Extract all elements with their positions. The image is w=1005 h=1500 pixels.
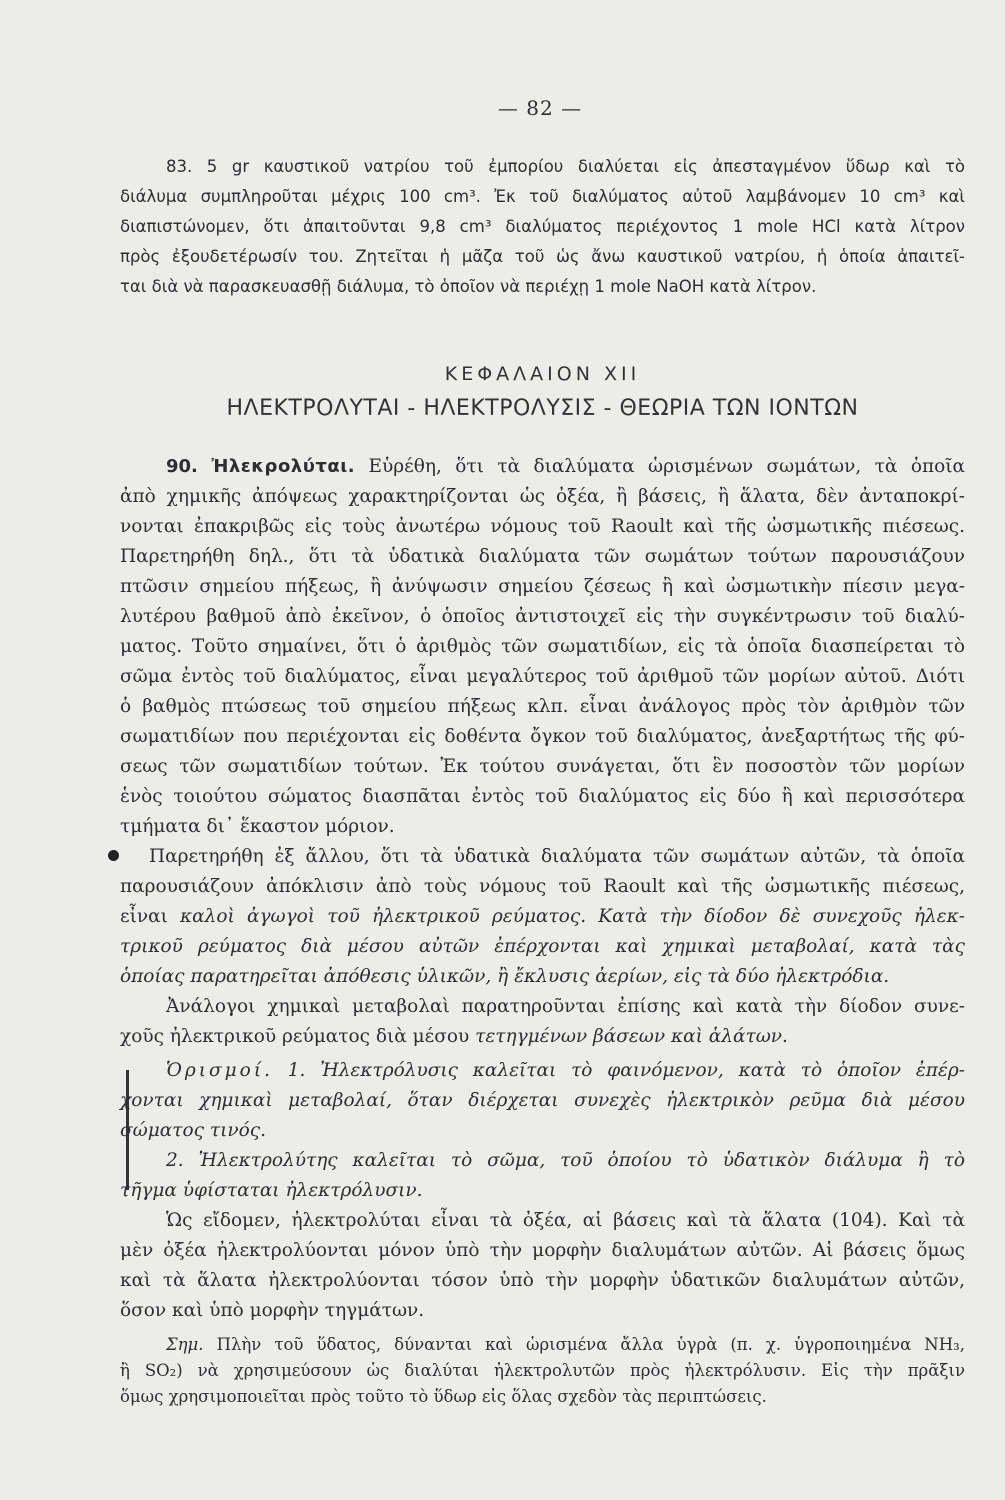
definitions-heading: Ὁρισμοί. xyxy=(166,1060,273,1081)
text-line: 2. Ἠλεκτρολύτης καλεῖται τὸ σῶμα, τοῦ ὁποίου τὸ ὑδατικὸν διάλυμα ἢ τὸ xyxy=(166,1150,965,1171)
text-line: ὅσον καὶ ὑπὸ μορφὴν τηγμάτων. xyxy=(120,1300,425,1321)
text-span-italic: τετηγμένων βάσεων καὶ ἁλάτων. xyxy=(475,1026,788,1047)
text-span: εἶναι xyxy=(120,906,168,927)
text-line: ἢ SO₂) νὰ χρησιμεύσουν ὡς διαλύται ἠλεκτρολυτῶν πρὸς ἠλεκτρόλυσιν. Εἰς τὴν πρᾶξιν xyxy=(120,1361,965,1380)
text-line: χονται χημικαὶ μεταβολαί, ὅταν διέρχεται συνεχὲς ἠλεκτρικὸν ρεῦμα διὰ μέσου xyxy=(120,1090,965,1111)
text-line: Παρετηρήθη δηλ., ὅτι τὰ ὑδατικὰ διαλύματα τῶν σωμάτων τούτων παρουσιάζουν xyxy=(120,546,965,567)
text-line xyxy=(120,1332,965,1358)
text-line: ται διὰ νὰ παρασκευασθῇ διάλυμα, τὸ ὁποῖον νὰ περιέχῃ 1 mole NaOH κατὰ λίτρον. xyxy=(120,277,817,296)
section-title: Ἠλεκρολύται. xyxy=(211,456,356,477)
problem-83 xyxy=(120,152,965,302)
text-line: ὁ βαθμὸς πτώσεως τοῦ σημείου πήξεως κλπ. εἶναι ἀνάλογος πρὸς τὸν ἀριθμὸν τῶν xyxy=(120,696,965,717)
text-line: πρὸς ἐξουδετέρωσίν του. Ζητεῖται ἡ μᾶζα τοῦ ὡς ἄνω καυστικοῦ νατρίου, ἡ ὁποία ἀπαιτεῖ- xyxy=(120,247,965,266)
page-number: — 82 — xyxy=(497,96,583,120)
section-number: 90. xyxy=(166,456,198,477)
text-span: 1. Ἠλεκτρόλυσις καλεῖται τὸ φαινόμενον, κατὰ τὸ ὁποῖον ἐπέρ- xyxy=(287,1060,965,1081)
paragraph-observation xyxy=(120,842,965,992)
text-line: διάλυμα συμπληροῦται μέχρις 100 cm³. Ἐκ τοῦ διαλύματος αὐτοῦ λαμβάνομεν 10 cm³ καὶ xyxy=(120,187,965,206)
text-line: σώματος τινός. xyxy=(120,1120,266,1141)
footnote xyxy=(120,1332,965,1410)
paragraph-analogous xyxy=(120,992,965,1052)
text-line xyxy=(120,1022,965,1052)
text-line: τῆγμα ὑφίσταται ἠλεκτρόλυσιν. xyxy=(120,1180,423,1201)
text-line: ἑνὸς τοιούτου σώματος διασπᾶται ἐντὸς τοῦ διαλύματος εἰς δύο ἢ καὶ περισσότερα xyxy=(120,786,965,807)
text-line: τμήματα δι᾽ ἕκαστον μόριον. xyxy=(120,816,395,837)
text-line: σεως τῶν σωματιδίων τούτων. Ἐκ τούτου συνάγεται, ὅτι ἓν ποσοστὸν τῶν μορίων xyxy=(120,756,965,777)
section-90 xyxy=(120,452,965,842)
text-span-italic: καλοὶ ἀγωγοὶ τοῦ ἠλεκτρικοῦ ρεύματος. Κατὰ τὴν δίοδον δὲ συνεχοῦς ἠλεκ- xyxy=(180,906,965,927)
chapter-title: ΗΛΕΚΤΡΟΛΥΤΑΙ - ΗΛΕΚΤΡΟΛΥΣΙΣ - ΘΕΩΡΙΑ ΤΩΝ ΙΟΝΤΩΝ xyxy=(226,396,859,421)
text-line: λυτέρου βαθμοῦ ἀπὸ ἐκεῖνον, ὁ ὁποῖος ἀντιστοιχεῖ εἰς τὴν συγκέντρωσιν τοῦ διαλύ- xyxy=(120,606,965,627)
text-line: σῶμα ἐντὸς τοῦ διαλύματος, εἶναι μεγαλύτερος τοῦ ἀριθμοῦ τῶν μορίων αὐτοῦ. Διότι xyxy=(120,666,965,687)
text-line: σωματιδίων που περιέχονται εἰς δοθέντα ὄγκον τοῦ διαλύματος, ἀνεξαρτήτως τῆς φύ- xyxy=(120,726,965,747)
text-line: ὅμως χρησιμοποιεῖται πρὸς τοῦτο τὸ ὕδωρ εἰς ὅλας σχεδὸν τὰς περιπτώσεις. xyxy=(120,1387,767,1406)
text-line: Ὡς εἴδομεν, ἠλεκτρολύται εἶναι τὰ ὀξέα, αἱ βάσεις καὶ τὰ ἅλατα (104). Καὶ τὰ xyxy=(166,1210,965,1231)
text-span: Πλὴν τοῦ ὕδατος, δύνανται καὶ ὡρισμένα ἄλλα ὑγρὰ (π. χ. ὑγροποιημένα NH₃, xyxy=(216,1335,965,1354)
text-line: μὲν ὀξέα ἠλεκτρολύονται μόνον ὑπὸ τὴν μορφὴν διαλυμάτων αὐτῶν. Αἱ βάσεις ὅμως xyxy=(120,1240,965,1261)
text-line xyxy=(120,1056,965,1086)
text-line: καὶ τὰ ἅλατα ἠλεκτρολύονται τόσον ὑπὸ τὴν μορφὴν ὑδατικῶν διαλυμάτων αὐτῶν, xyxy=(120,1270,965,1291)
text-line: 83. 5 gr καυστικοῦ νατρίου τοῦ ἐμπορίου διαλύεται εἰς ἀπεσταγμένον ὕδωρ καὶ τὸ xyxy=(166,157,965,176)
text-line: ἀπὸ χημικῆς ἀπόψεως χαρακτηρίζονται ὡς ὀξέα, ἢ βάσεις, ἢ ἅλατα, δὲν ἀνταποκρί- xyxy=(120,486,965,507)
chapter-label: ΚΕΦΑΛΑΙΟΝ ΧΙΙ xyxy=(444,363,641,385)
text-line xyxy=(108,842,965,872)
text-line: ὁποίας παρατηρεῖται ἀπόθεσις ὑλικῶν, ἢ ἔκλυσις ἀερίων, εἰς τὰ δύο ἠλεκτρόδια. xyxy=(120,966,890,987)
text-line: Ἀνάλογοι χημικαὶ μεταβολαὶ παρατηροῦνται ἐπίσης καὶ κατὰ τὴν δίοδον συνε- xyxy=(166,996,965,1017)
text-span: Εὑρέθη, ὅτι τὰ διαλύματα ὡρισμένων σωμάτων, τὰ ὁποῖα xyxy=(368,456,965,477)
section-heading-line xyxy=(120,452,965,482)
definitions xyxy=(120,1056,965,1206)
note-label: Σημ. xyxy=(166,1335,204,1354)
text-line: παρουσιάζουν ἀπόκλισιν ἀπὸ τοὺς νόμους τοῦ Raoult καὶ τῆς ὠσμωτικῆς πιέσεως, xyxy=(120,876,965,897)
text-line: πτῶσιν σημείου πήξεως, ἢ ἀνύψωσιν σημείου ζέσεως ἢ καὶ ὠσμωτικὴν πίεσιν μεγα- xyxy=(120,576,965,597)
text-span: Παρετηρήθη ἐξ ἄλλου, ὅτι τὰ ὑδατικὰ διαλύματα τῶν σωμάτων αὐτῶν, τὰ ὁποῖα xyxy=(149,846,965,867)
text-span: χοῦς ἠλεκτρικοῦ ρεύματος διὰ μέσου xyxy=(120,1026,470,1047)
text-line: νονται ἐπακριβῶς εἰς τοὺς ἀνωτέρω νόμους τοῦ Raoult καὶ τῆς ὠσμωτικῆς πιέσεως. xyxy=(120,516,965,537)
text-line: τρικοῦ ρεύματος διὰ μέσου αὐτῶν ἐπέρχονται καὶ χημικαὶ μεταβολαί, κατὰ τὰς xyxy=(120,936,965,957)
text-line xyxy=(120,902,965,932)
text-line: ματος. Τοῦτο σημαίνει, ὅτι ὁ ἀριθμὸς τῶν σωματιδίων, εἰς τὰ ὁποῖα διασπείρεται τὸ xyxy=(120,636,965,657)
text-line: διαπιστώνομεν, ὅτι ἀπαιτοῦνται 9,8 cm³ διαλύματος περιέχοντος 1 mole HCl κατὰ λίτρον xyxy=(120,217,965,236)
bullet-icon xyxy=(108,850,119,861)
paragraph-electrolytes xyxy=(120,1206,965,1326)
